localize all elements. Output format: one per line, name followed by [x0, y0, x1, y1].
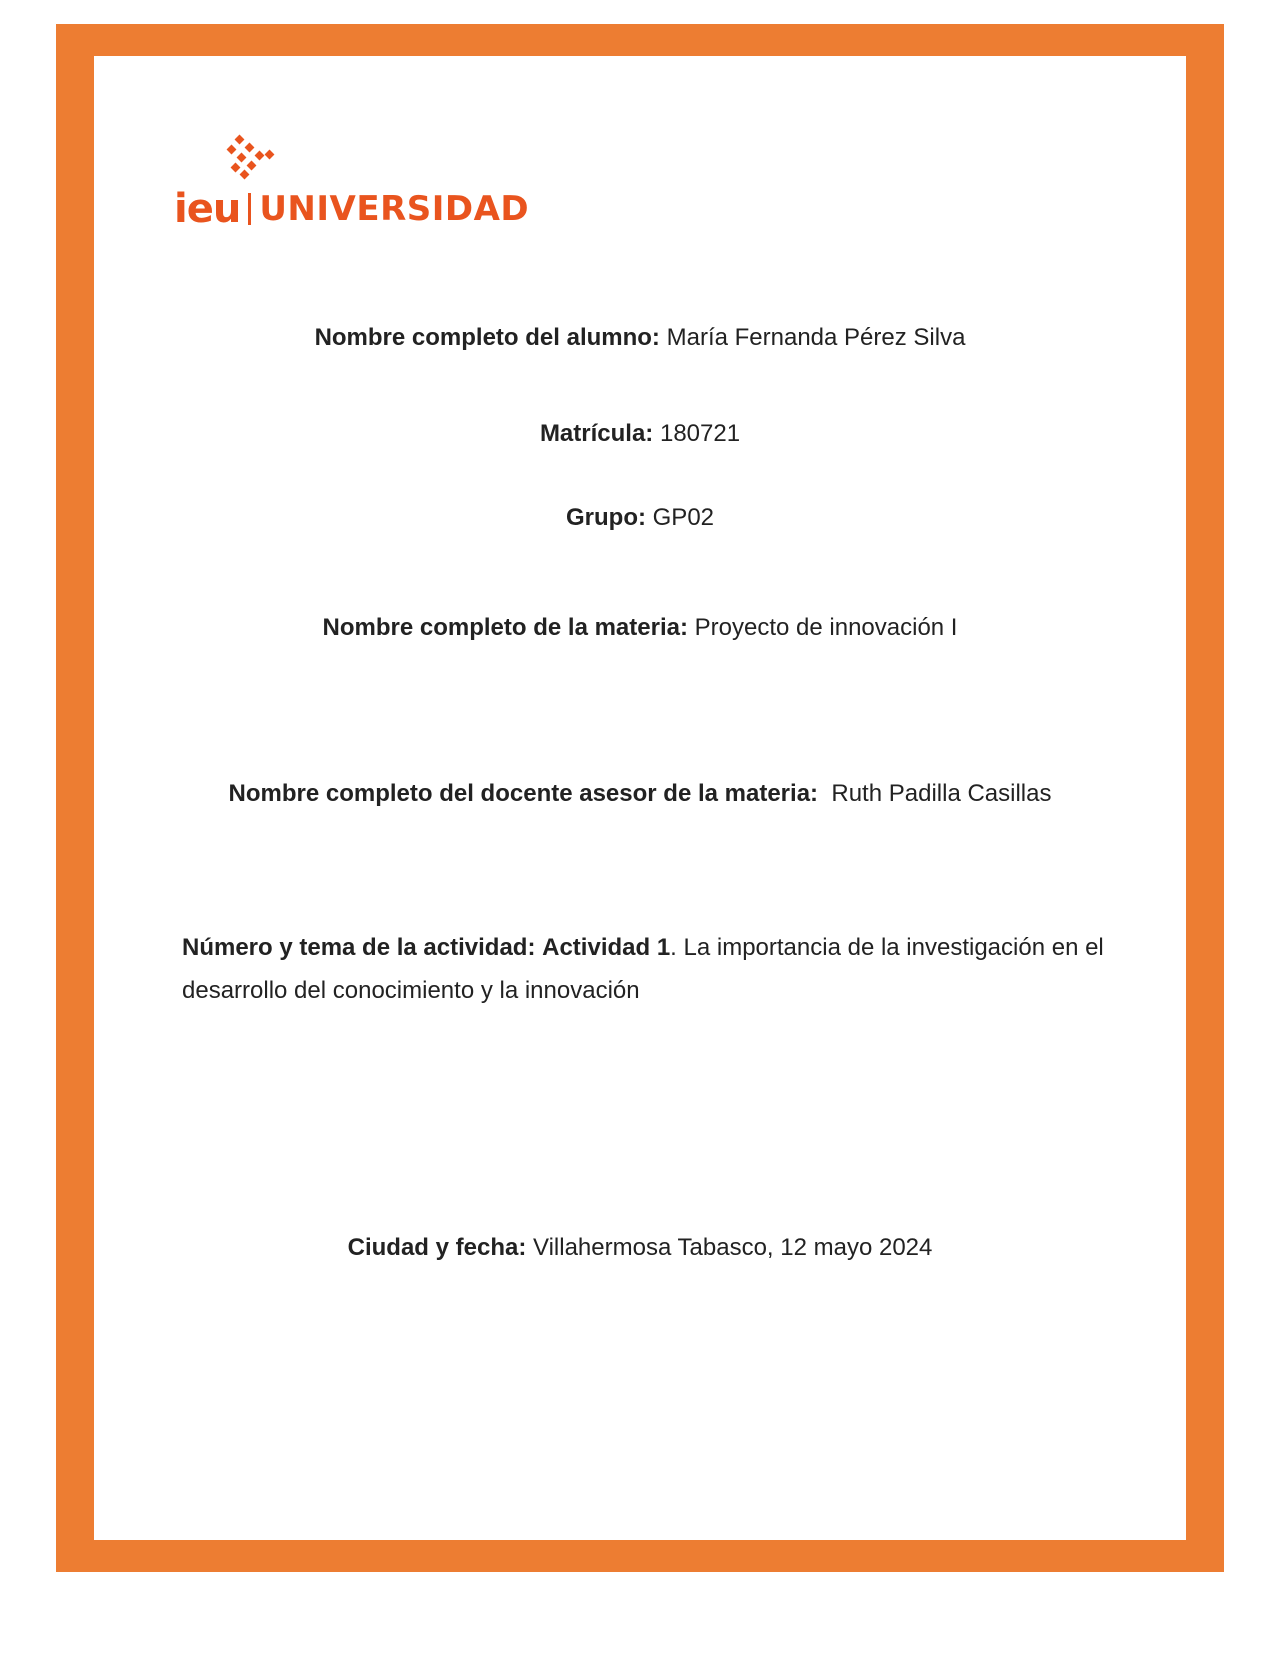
logo-wordmark	[174, 186, 529, 232]
student-name-line	[94, 322, 1186, 354]
matricula-line	[94, 418, 1186, 450]
grupo-label: Grupo:	[565, 504, 646, 531]
ieu-universidad-logo	[174, 134, 554, 244]
actividad-topic: . La importancia de la investigación en el desarrollo del conocimiento y la innovación	[182, 934, 1104, 1004]
cover-page	[94, 56, 1186, 1540]
ciudad-fecha-value: Villahermosa Tabasco, 12 mayo 2024	[533, 1234, 933, 1261]
ciudad-fecha-label: Ciudad y fecha:	[347, 1234, 527, 1261]
student-name-value: María Fernanda Pérez Silva	[666, 324, 966, 351]
matricula-value: 180721	[659, 420, 741, 447]
grupo-line	[94, 502, 1186, 534]
student-name-label: Nombre completo del alumno:	[314, 324, 660, 351]
logo-arrow-mark-icon	[226, 134, 276, 180]
ciudad-fecha-line	[94, 1232, 1186, 1264]
logo-universidad-text: UNIVERSIDAD	[259, 189, 530, 229]
materia-line	[94, 612, 1186, 644]
actividad-paragraph	[182, 926, 1122, 1012]
docente-line	[94, 778, 1186, 810]
orange-border-frame	[56, 24, 1224, 1572]
grupo-value: GP02	[652, 504, 715, 531]
docente-value: Ruth Padilla Casillas	[831, 780, 1052, 807]
materia-value: Proyecto de innovación I	[694, 614, 958, 641]
materia-label: Nombre completo de la materia:	[322, 614, 688, 641]
logo-divider	[248, 193, 251, 225]
matricula-label: Matrícula:	[539, 420, 654, 447]
logo-ieu-text: ieu	[174, 186, 241, 232]
actividad-label: Número y tema de la actividad:	[182, 934, 536, 961]
docente-label: Nombre completo del docente asesor de la materia:	[228, 780, 819, 807]
actividad-number: Actividad 1	[542, 934, 671, 961]
